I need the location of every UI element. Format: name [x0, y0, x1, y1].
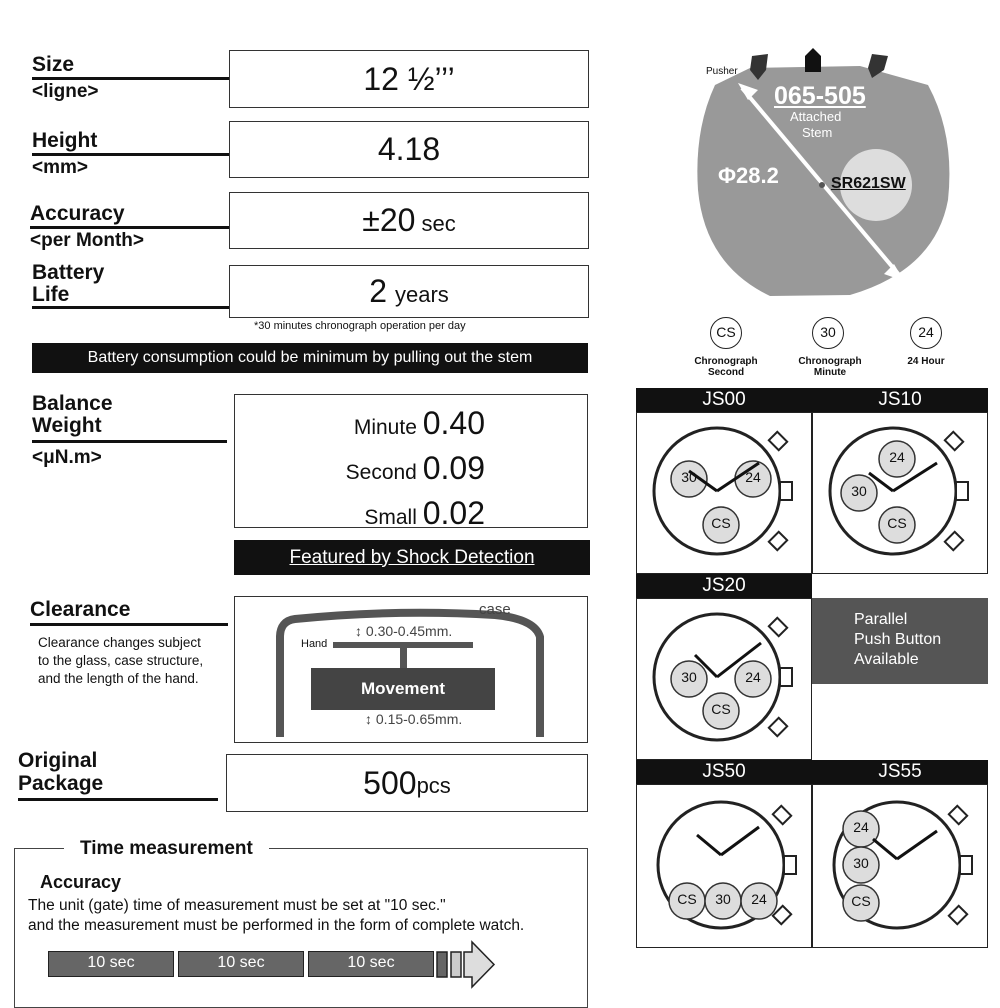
balance-row-value: 0.40	[422, 405, 485, 441]
accuracy-value-box	[229, 192, 589, 249]
legend-24-caption	[890, 356, 962, 367]
pusher-icon	[949, 906, 967, 924]
pusher-icon	[769, 718, 787, 736]
time-measurement-line2: and the measurement must be performed in the form of complete watch.	[28, 917, 525, 934]
balance-row-name: Minute	[353, 416, 417, 439]
center-pin	[819, 182, 825, 188]
js00-watch	[637, 413, 811, 573]
balance-row-value: 0.02	[422, 495, 485, 531]
parallel-line: Parallel	[854, 611, 908, 628]
hand-post	[400, 648, 407, 668]
time-measurement-title: Time measurement	[64, 838, 269, 860]
clearance-note-line: Clearance changes subject	[38, 635, 201, 650]
js55-subdial-b: 30	[853, 855, 869, 871]
clearance-rule	[30, 623, 228, 626]
legend-cs-icon: CS	[710, 317, 742, 349]
legend-caption-line: 24 Hour	[907, 356, 945, 367]
package-unit: pcs	[416, 773, 451, 798]
size-rule	[32, 77, 230, 80]
js00-subdial-a: 30	[681, 469, 697, 485]
clearance-note-line: to the glass, case structure,	[38, 653, 204, 668]
clearance-label: Clearance	[30, 598, 131, 621]
height-rule	[32, 153, 230, 156]
movement-model: 065-505	[774, 82, 866, 110]
battery-label-line2: Life	[32, 283, 70, 306]
balance-row	[346, 448, 485, 493]
battery-value-box	[229, 265, 589, 318]
arrow-icon	[464, 942, 494, 987]
js00-cell	[636, 412, 812, 574]
js50-cell	[636, 784, 812, 948]
js10-cell	[812, 412, 988, 574]
pusher-icon	[769, 432, 787, 450]
clearance-top-range: ↕ 0.30-0.45mm.	[355, 623, 453, 639]
balance-row-name: Second	[345, 461, 417, 484]
js20-cell	[636, 598, 812, 760]
height-label: Height	[32, 129, 98, 152]
js50-title: JS50	[636, 760, 812, 784]
js00-subdial-b: 24	[745, 469, 761, 485]
parallel-line: Available	[854, 651, 919, 668]
js50-subdial-a: CS	[677, 891, 697, 907]
case-label: case	[479, 601, 511, 618]
hand-bar	[333, 642, 473, 648]
js55-subdial-a: 24	[853, 819, 869, 835]
crown-icon	[784, 856, 796, 874]
accuracy-unit: sec	[421, 210, 456, 236]
stem-label-line1: Attached	[790, 109, 842, 124]
layout-grid	[636, 388, 988, 952]
size-label: Size	[32, 53, 75, 76]
clearance-diagram-box	[234, 596, 588, 743]
battery-unit: years	[395, 281, 449, 307]
pusher-icon	[769, 618, 787, 636]
legend-30-caption	[788, 356, 872, 378]
pusher-icon	[945, 532, 963, 550]
js00-title: JS00	[636, 388, 812, 412]
js10-title: JS10	[812, 388, 988, 412]
crown-icon	[780, 668, 792, 686]
balance-row-value: 0.09	[422, 450, 485, 486]
accuracy-label: Accuracy	[30, 202, 125, 225]
balance-weight-rows	[346, 403, 485, 538]
legend-caption-line: Chronograph	[798, 356, 862, 367]
js50-watch	[637, 785, 811, 947]
legend-24-icon: 24	[910, 317, 942, 349]
package-rule	[18, 798, 218, 801]
parallel-line: Push Button	[854, 631, 942, 648]
pusher-label: Pusher	[706, 66, 738, 77]
size-value: 12 ½’’’	[363, 60, 455, 97]
gate-segment: 10 sec	[308, 951, 434, 977]
height-unit-label: <mm>	[32, 157, 88, 178]
battery-label-line1: Battery	[32, 261, 105, 284]
balance-row	[346, 403, 485, 448]
js20-watch	[637, 599, 811, 759]
js20-subdial-a: 30	[681, 669, 697, 685]
height-value-box	[229, 121, 589, 178]
bottom-range-text: 0.15-0.65mm.	[375, 711, 463, 727]
gate-small-segment	[437, 952, 447, 977]
stem-label-line2: Stem	[802, 125, 833, 140]
legend-caption-line: Minute	[813, 367, 847, 378]
clearance-note	[38, 634, 203, 688]
battery-rule	[32, 306, 230, 309]
package-label-line2: Package	[18, 772, 104, 795]
height-value: 4.18	[377, 131, 441, 167]
gate-segment: 10 sec	[178, 951, 304, 977]
js20-title: JS20	[636, 574, 812, 598]
clearance-note-line: and the length of the hand.	[38, 671, 199, 686]
js10-subdial-b: 30	[851, 483, 867, 499]
balance-weight-label-line1: Balance	[32, 392, 113, 415]
balance-row	[346, 493, 485, 538]
crown-icon	[805, 48, 821, 72]
gate-small-segment	[451, 952, 461, 977]
clearance-bottom-range: ↕ 0.15-0.65mm.	[365, 711, 463, 727]
js00-subdial-c: CS	[711, 515, 731, 531]
balance-row-name: Small	[364, 506, 417, 529]
time-measurement-line1: The unit (gate) time of measurement must be set at "10 sec."	[28, 897, 446, 914]
parallel-push-note	[812, 598, 988, 684]
gate-segment: 10 sec	[48, 951, 174, 977]
legend-30-icon: 30	[812, 317, 844, 349]
legend-cs-caption	[686, 356, 766, 378]
battery-value: 2	[369, 273, 387, 309]
battery-note: *30 minutes chronograph operation per day	[254, 320, 466, 332]
js20-subdial-b: 24	[745, 669, 761, 685]
crown-icon	[780, 482, 792, 500]
crown-icon	[956, 482, 968, 500]
accuracy-rule	[30, 226, 230, 229]
battery-banner: Battery consumption could be minimum by pulling out the stem	[32, 343, 588, 373]
top-range-text: 0.30-0.45mm.	[365, 623, 453, 639]
battery-model-label: SR621SW	[831, 175, 906, 192]
size-value-box	[229, 50, 589, 108]
legend-caption-line: Second	[707, 367, 745, 378]
hand-label: Hand	[301, 638, 328, 650]
diameter-label: Φ28.2	[718, 163, 779, 188]
gate-arrow	[436, 940, 496, 990]
time-measurement-subtitle: Accuracy	[40, 872, 122, 892]
js50-subdial-b: 30	[715, 891, 731, 907]
package-value: 500	[363, 764, 417, 801]
accuracy-unit-label: <per Month>	[30, 230, 145, 251]
pusher-icon	[949, 806, 967, 824]
movement-label: Movement	[360, 679, 446, 698]
js55-title: JS55	[812, 760, 988, 784]
js20-subdial-c: CS	[711, 701, 731, 717]
balance-weight-label-line2: Weight	[32, 414, 102, 437]
js55-watch	[813, 785, 987, 947]
js10-subdial-a: 24	[889, 449, 905, 465]
crown-icon	[960, 856, 972, 874]
js55-cell	[812, 784, 988, 948]
balance-weight-unit-label: <μN.m>	[32, 447, 102, 468]
balance-weight-rule	[32, 440, 227, 443]
balance-weight-box	[234, 394, 588, 531]
size-unit-label: <ligne>	[32, 81, 99, 102]
package-value-box	[226, 754, 588, 812]
legend-caption-line: Chronograph	[694, 356, 758, 367]
js10-watch	[813, 413, 987, 573]
pusher-icon	[945, 432, 963, 450]
pusher-icon	[773, 806, 791, 824]
package-label-line1: Original	[18, 749, 98, 772]
js10-subdial-c: CS	[887, 515, 907, 531]
accuracy-value: ±20	[362, 202, 416, 238]
js55-subdial-c: CS	[851, 893, 871, 909]
js50-subdial-c: 24	[751, 891, 767, 907]
shock-detection-banner: Featured by Shock Detection	[234, 540, 590, 575]
pusher-icon	[769, 532, 787, 550]
